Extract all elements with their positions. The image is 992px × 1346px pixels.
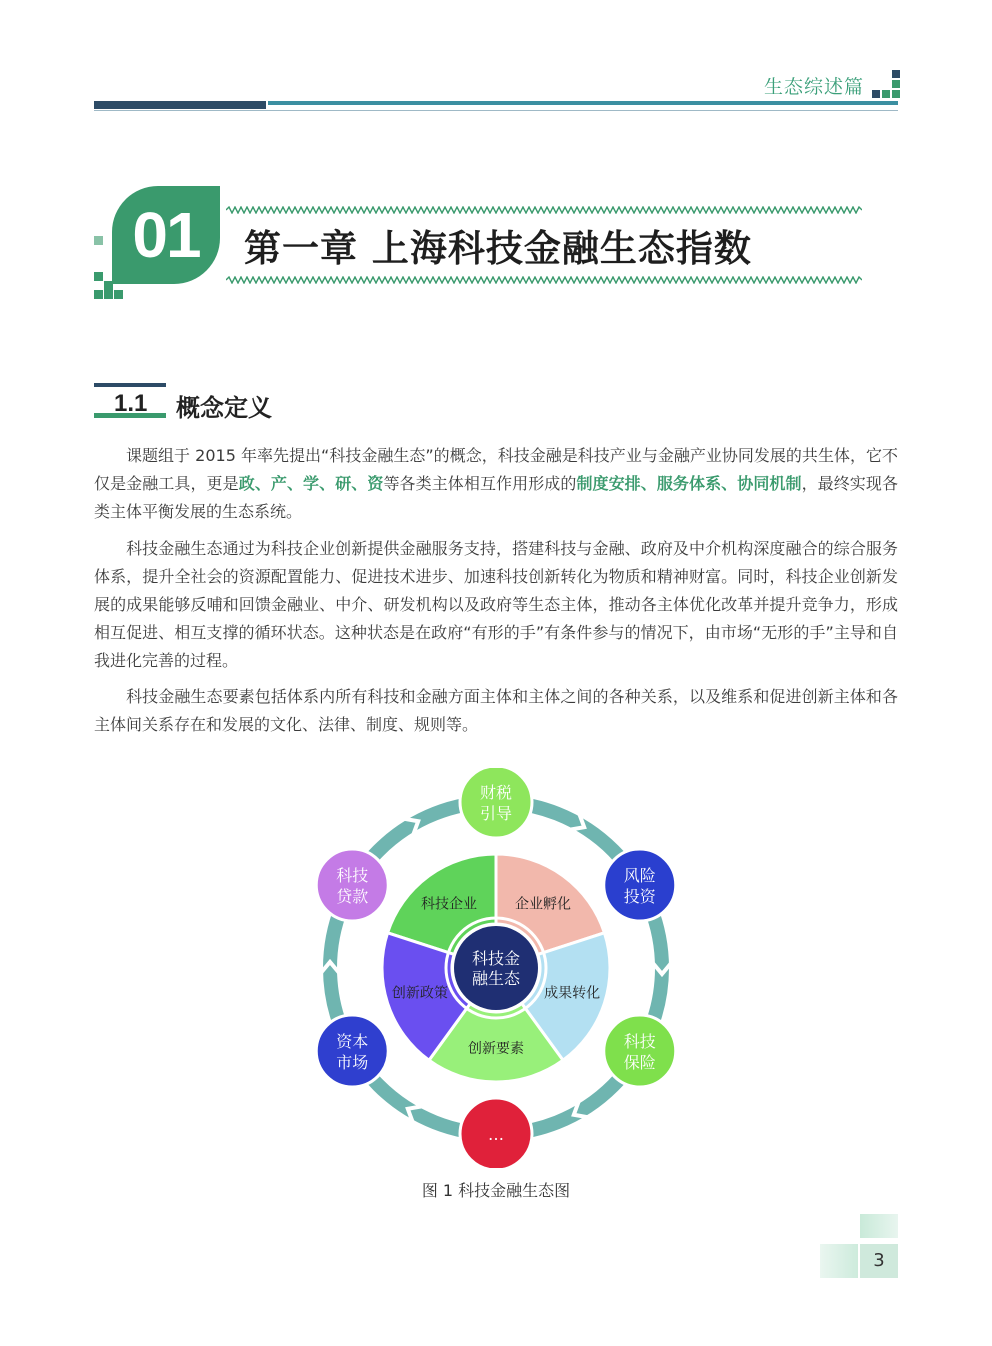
segment-label-4: 创新要素	[468, 1041, 524, 1057]
page-number-decoration-top	[860, 1214, 898, 1238]
figure-caption: 图 1 科技金融生态图	[421, 1181, 571, 1200]
node-label-5-line1: 资本	[336, 1032, 369, 1051]
node-circle-6	[316, 849, 388, 921]
node-label-6-line2: 贷款	[336, 887, 369, 906]
section-bar-top	[94, 383, 166, 387]
chapter-zigzag-top	[226, 206, 862, 214]
segment-label-1: 科技企业	[420, 896, 477, 913]
paragraph-3-text: 科技金融生态要素包括体系内所有科技和金融方面主体和主体之间的各种关系，以及维系和促进创新主体和各主体间关系存在和发展的文化、法律、制度、规则等。	[94, 687, 898, 734]
chapter-zigzag-bottom	[226, 276, 862, 284]
node-circle-3	[604, 1015, 676, 1087]
paragraph-1-highlight-1: 政、产、学、研、资	[238, 474, 384, 493]
header-rule-dark	[94, 101, 266, 109]
node-label-3-line2: 保险	[623, 1053, 656, 1072]
section-label: 生态综述篇	[763, 76, 864, 98]
header-rule-thin	[94, 110, 898, 111]
paragraph-1	[94, 442, 898, 526]
paragraph-2-text: 科技金融生态通过为科技企业创新提供金融服务支持，搭建科技与金融、政府及中介机构深度融合的综合服务体系，提升全社会的资源配置能力、促进技术进步、加速科技创新转化为物质和精神财富。同时，科技企业创新发展的成果能够反哺和回馈金融业、中介、研发机构以及政府等生态主体，推动各主体优化改革并提升竞争力，形成相互促进、相互支撑的循环状态。这种状态是在政府“有形的手”有条件参与的情况下，由市场“无形的手”主导和自我进化完善的过程。	[94, 539, 898, 670]
node-circle-2	[604, 849, 676, 921]
paragraph-2	[94, 535, 898, 675]
chapter-title: 第一章 上海科技金融生态指数	[244, 227, 752, 270]
segment-label-2: 企业孵化	[515, 896, 572, 913]
page-number-decoration-left	[820, 1244, 858, 1278]
center-circle	[454, 926, 538, 1010]
page-number: 3	[860, 1244, 898, 1278]
section-title: 概念定义	[176, 394, 272, 422]
chapter-number-badge: 01	[112, 186, 220, 284]
header-rule-teal	[268, 101, 898, 105]
node-label-4-line1: …	[488, 1125, 504, 1144]
header-squares-decoration	[872, 72, 900, 98]
segment-label-3: 成果转化	[544, 985, 601, 1002]
node-label-2-line1: 风险	[623, 866, 656, 885]
node-label-6-line1: 科技	[336, 866, 369, 885]
node-label-3-line1: 科技	[623, 1032, 656, 1051]
section-number: 1.1	[114, 390, 148, 417]
node-label-5-line2: 市场	[336, 1053, 369, 1072]
node-circle-5	[316, 1015, 388, 1087]
paragraph-1-text-e: ，最终实现各类主体平衡发展的生态系统。	[94, 474, 898, 521]
node-label-2-line2: 投资	[623, 887, 656, 906]
node-circle-1	[460, 768, 532, 838]
paragraph-3	[94, 683, 898, 739]
node-label-1-line1: 财税	[479, 783, 513, 802]
node-label-1-line2: 引导	[479, 804, 513, 823]
center-label-line2: 融生态	[471, 969, 521, 988]
center-label-line1: 科技金	[471, 949, 521, 968]
paragraph-1-highlight-2: 制度安排、服务体系、协同机制	[576, 474, 802, 493]
segment-label-5: 创新政策	[391, 985, 448, 1002]
ecosystem-diagram	[296, 768, 696, 1168]
paragraph-1-text-a: 课题组于 2015 年率先提出“科技金融生态”的概念，科技金融是科技产业与金融产业协同发展的共生体，它不仅是金融工具，更是	[94, 446, 898, 493]
paragraph-1-text-c: 等各类主体相互作用形成的	[383, 474, 577, 493]
